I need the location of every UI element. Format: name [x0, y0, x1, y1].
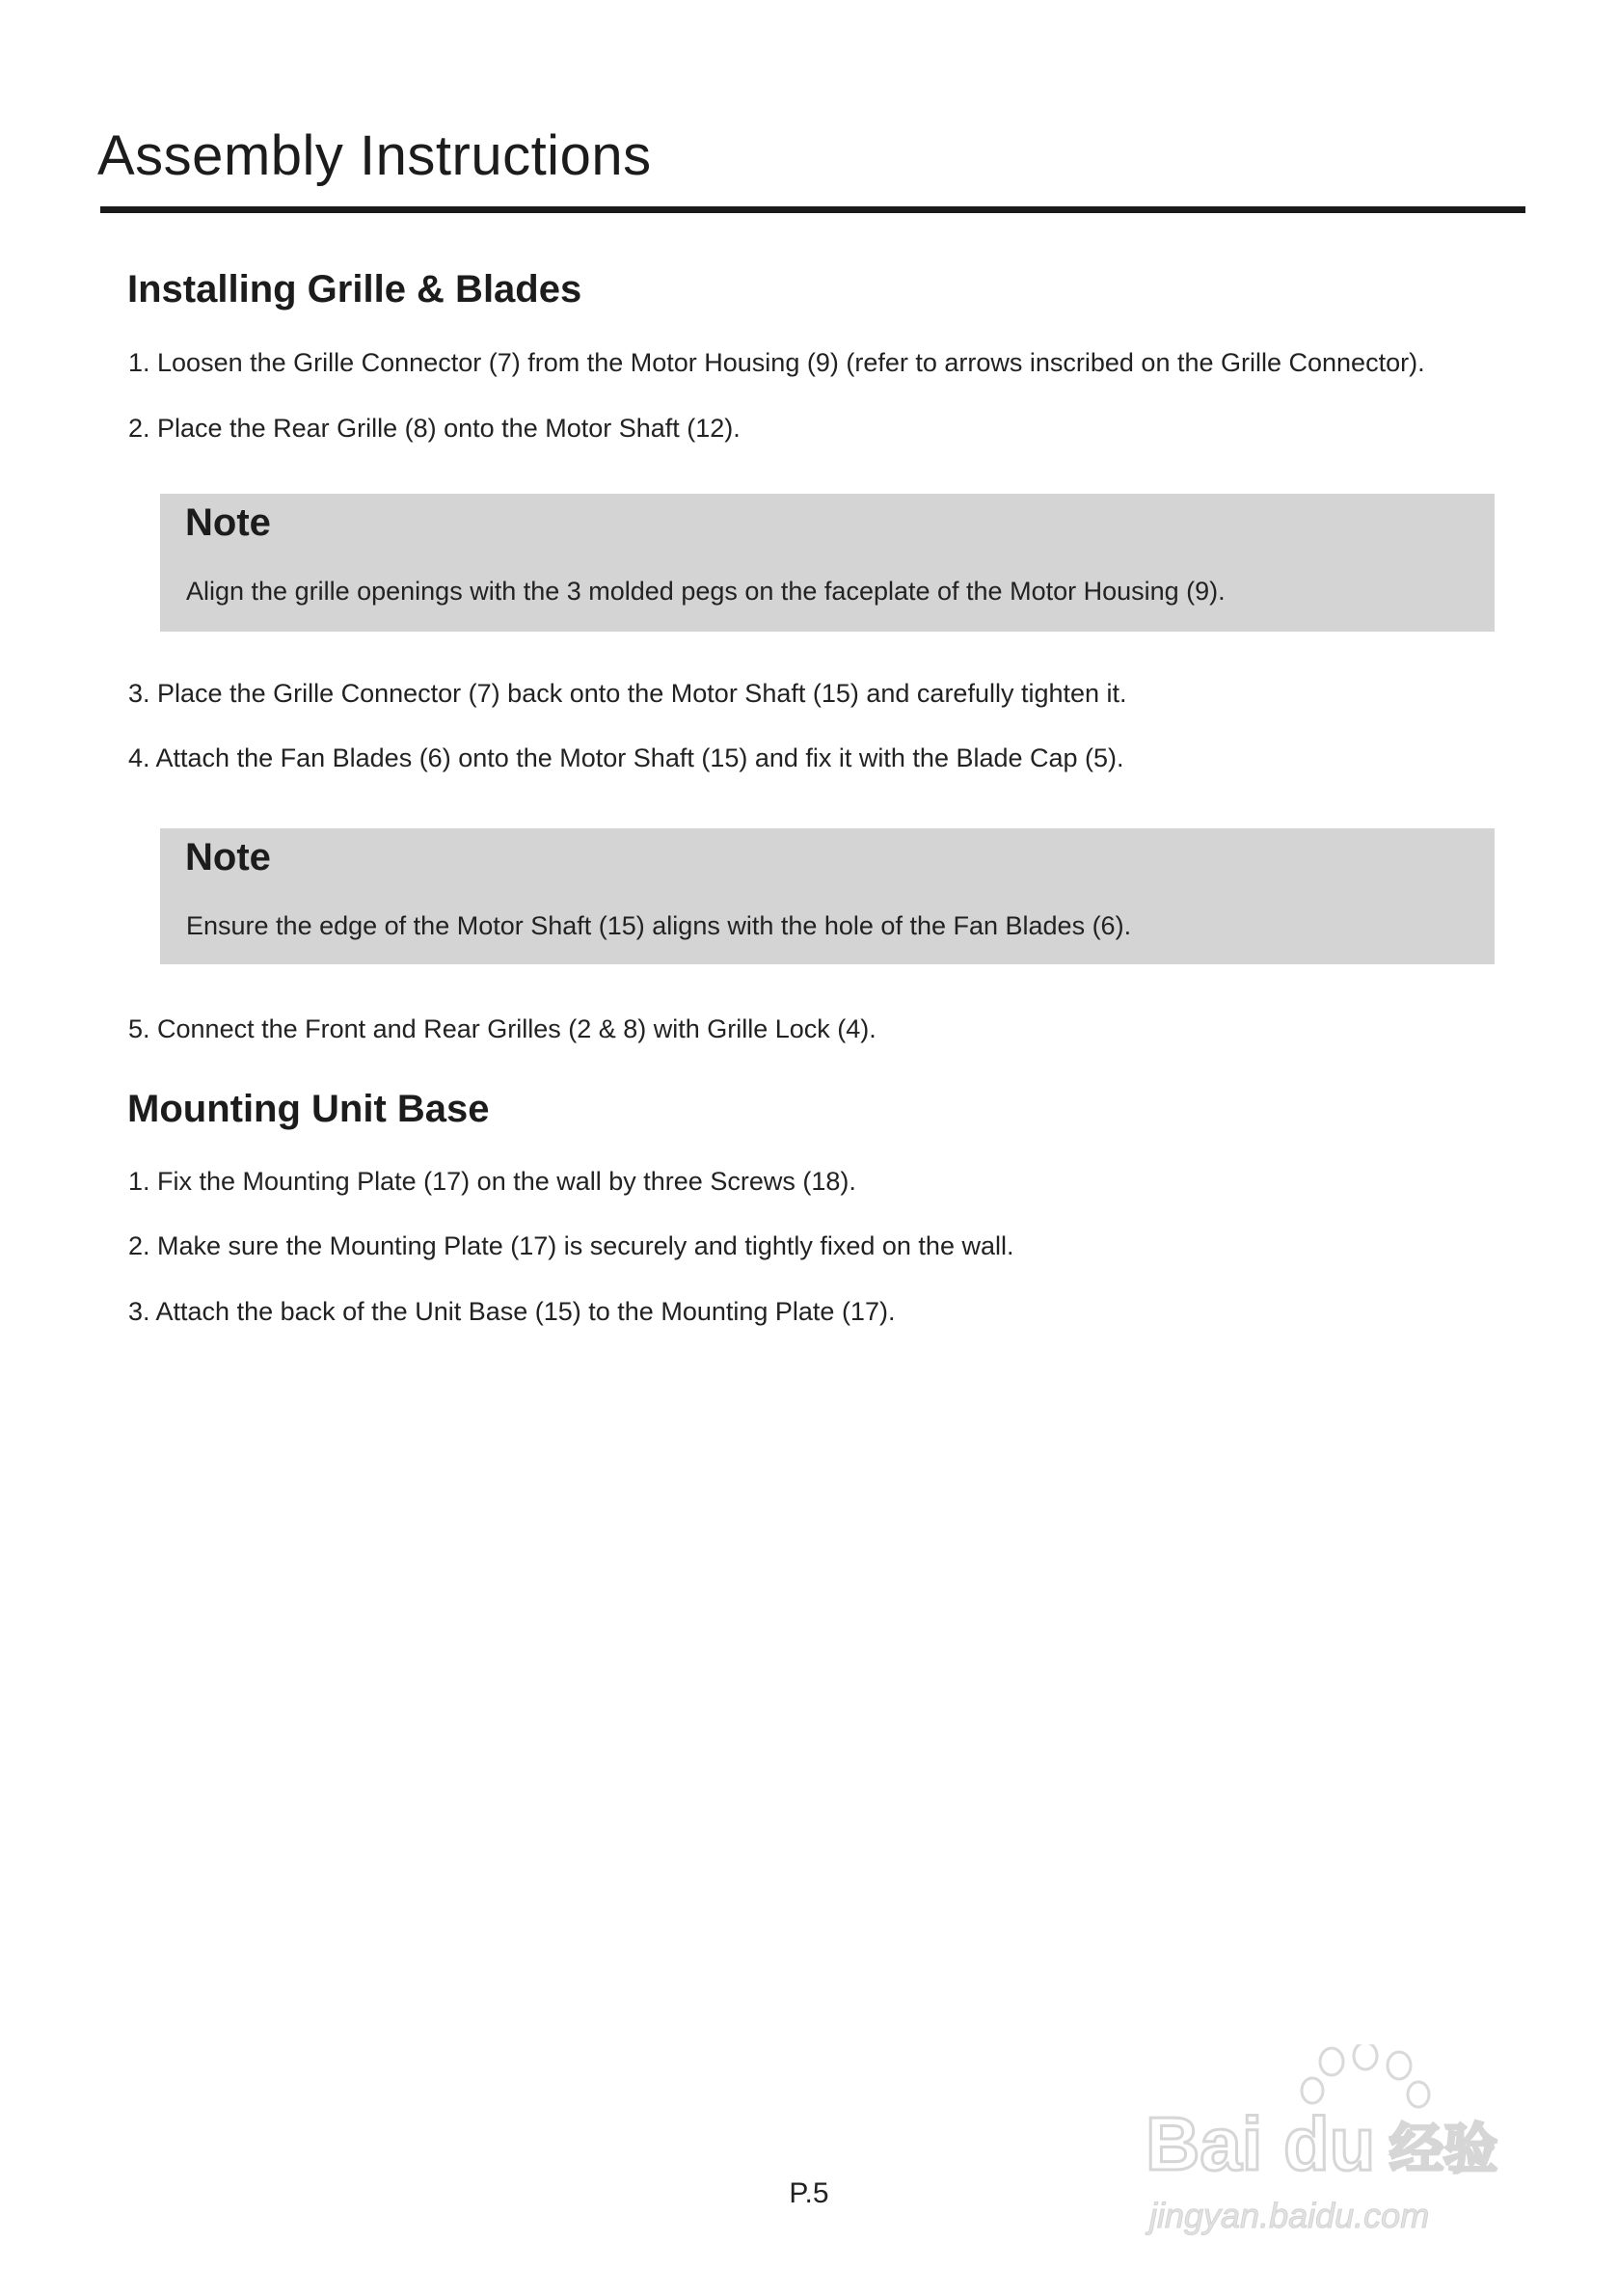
note-text: Ensure the edge of the Motor Shaft (15) aligns with the hole of the Fan Blades (6).: [186, 911, 1132, 940]
step-item: 3. Place the Grille Connector (7) back onto the Motor Shaft (15) and carefully tighten it.: [128, 679, 1127, 708]
title-divider: [100, 206, 1525, 213]
step-item: 2. Place the Rear Grille (8) onto the Motor Shaft (12).: [128, 414, 741, 443]
baidu-watermark-logo: [1134, 2044, 1539, 2237]
svg-text:jingyan.baidu.com: jingyan.baidu.com: [1149, 2196, 1430, 2235]
page-number: P.5: [789, 2177, 829, 2209]
step-item: 1. Fix the Mounting Plate (17) on the wall by three Screws (18).: [128, 1167, 856, 1196]
svg-text:经验: 经验: [1389, 2119, 1497, 2179]
section-heading-mounting-unit-base: Mounting Unit Base: [127, 1088, 490, 1130]
page-title: Assembly Instructions: [97, 124, 652, 187]
svg-text:du: du: [1283, 2101, 1376, 2186]
section-heading-grille-blades: Installing Grille & Blades: [127, 268, 582, 311]
step-item: 5. Connect the Front and Rear Grilles (2 & 8) with Grille Lock (4).: [128, 1014, 876, 1043]
step-item: 4. Attach the Fan Blades (6) onto the Motor Shaft (15) and fix it with the Blade Cap (5).: [128, 743, 1124, 772]
note-box: [160, 494, 1495, 632]
step-item: 1. Loosen the Grille Connector (7) from the Motor Housing (9) (refer to arrows inscribed on the Grille Connector).: [128, 348, 1425, 377]
note-title: Note: [185, 836, 271, 878]
note-box: [160, 828, 1495, 964]
step-item: 3. Attach the back of the Unit Base (15) to the Mounting Plate (17).: [128, 1297, 896, 1326]
note-title: Note: [185, 501, 271, 544]
note-text: Align the grille openings with the 3 molded pegs on the faceplate of the Motor Housing (9).: [186, 577, 1226, 606]
svg-text:Bai: Bai: [1146, 2101, 1263, 2186]
step-item: 2. Make sure the Mounting Plate (17) is securely and tightly fixed on the wall.: [128, 1231, 1014, 1260]
